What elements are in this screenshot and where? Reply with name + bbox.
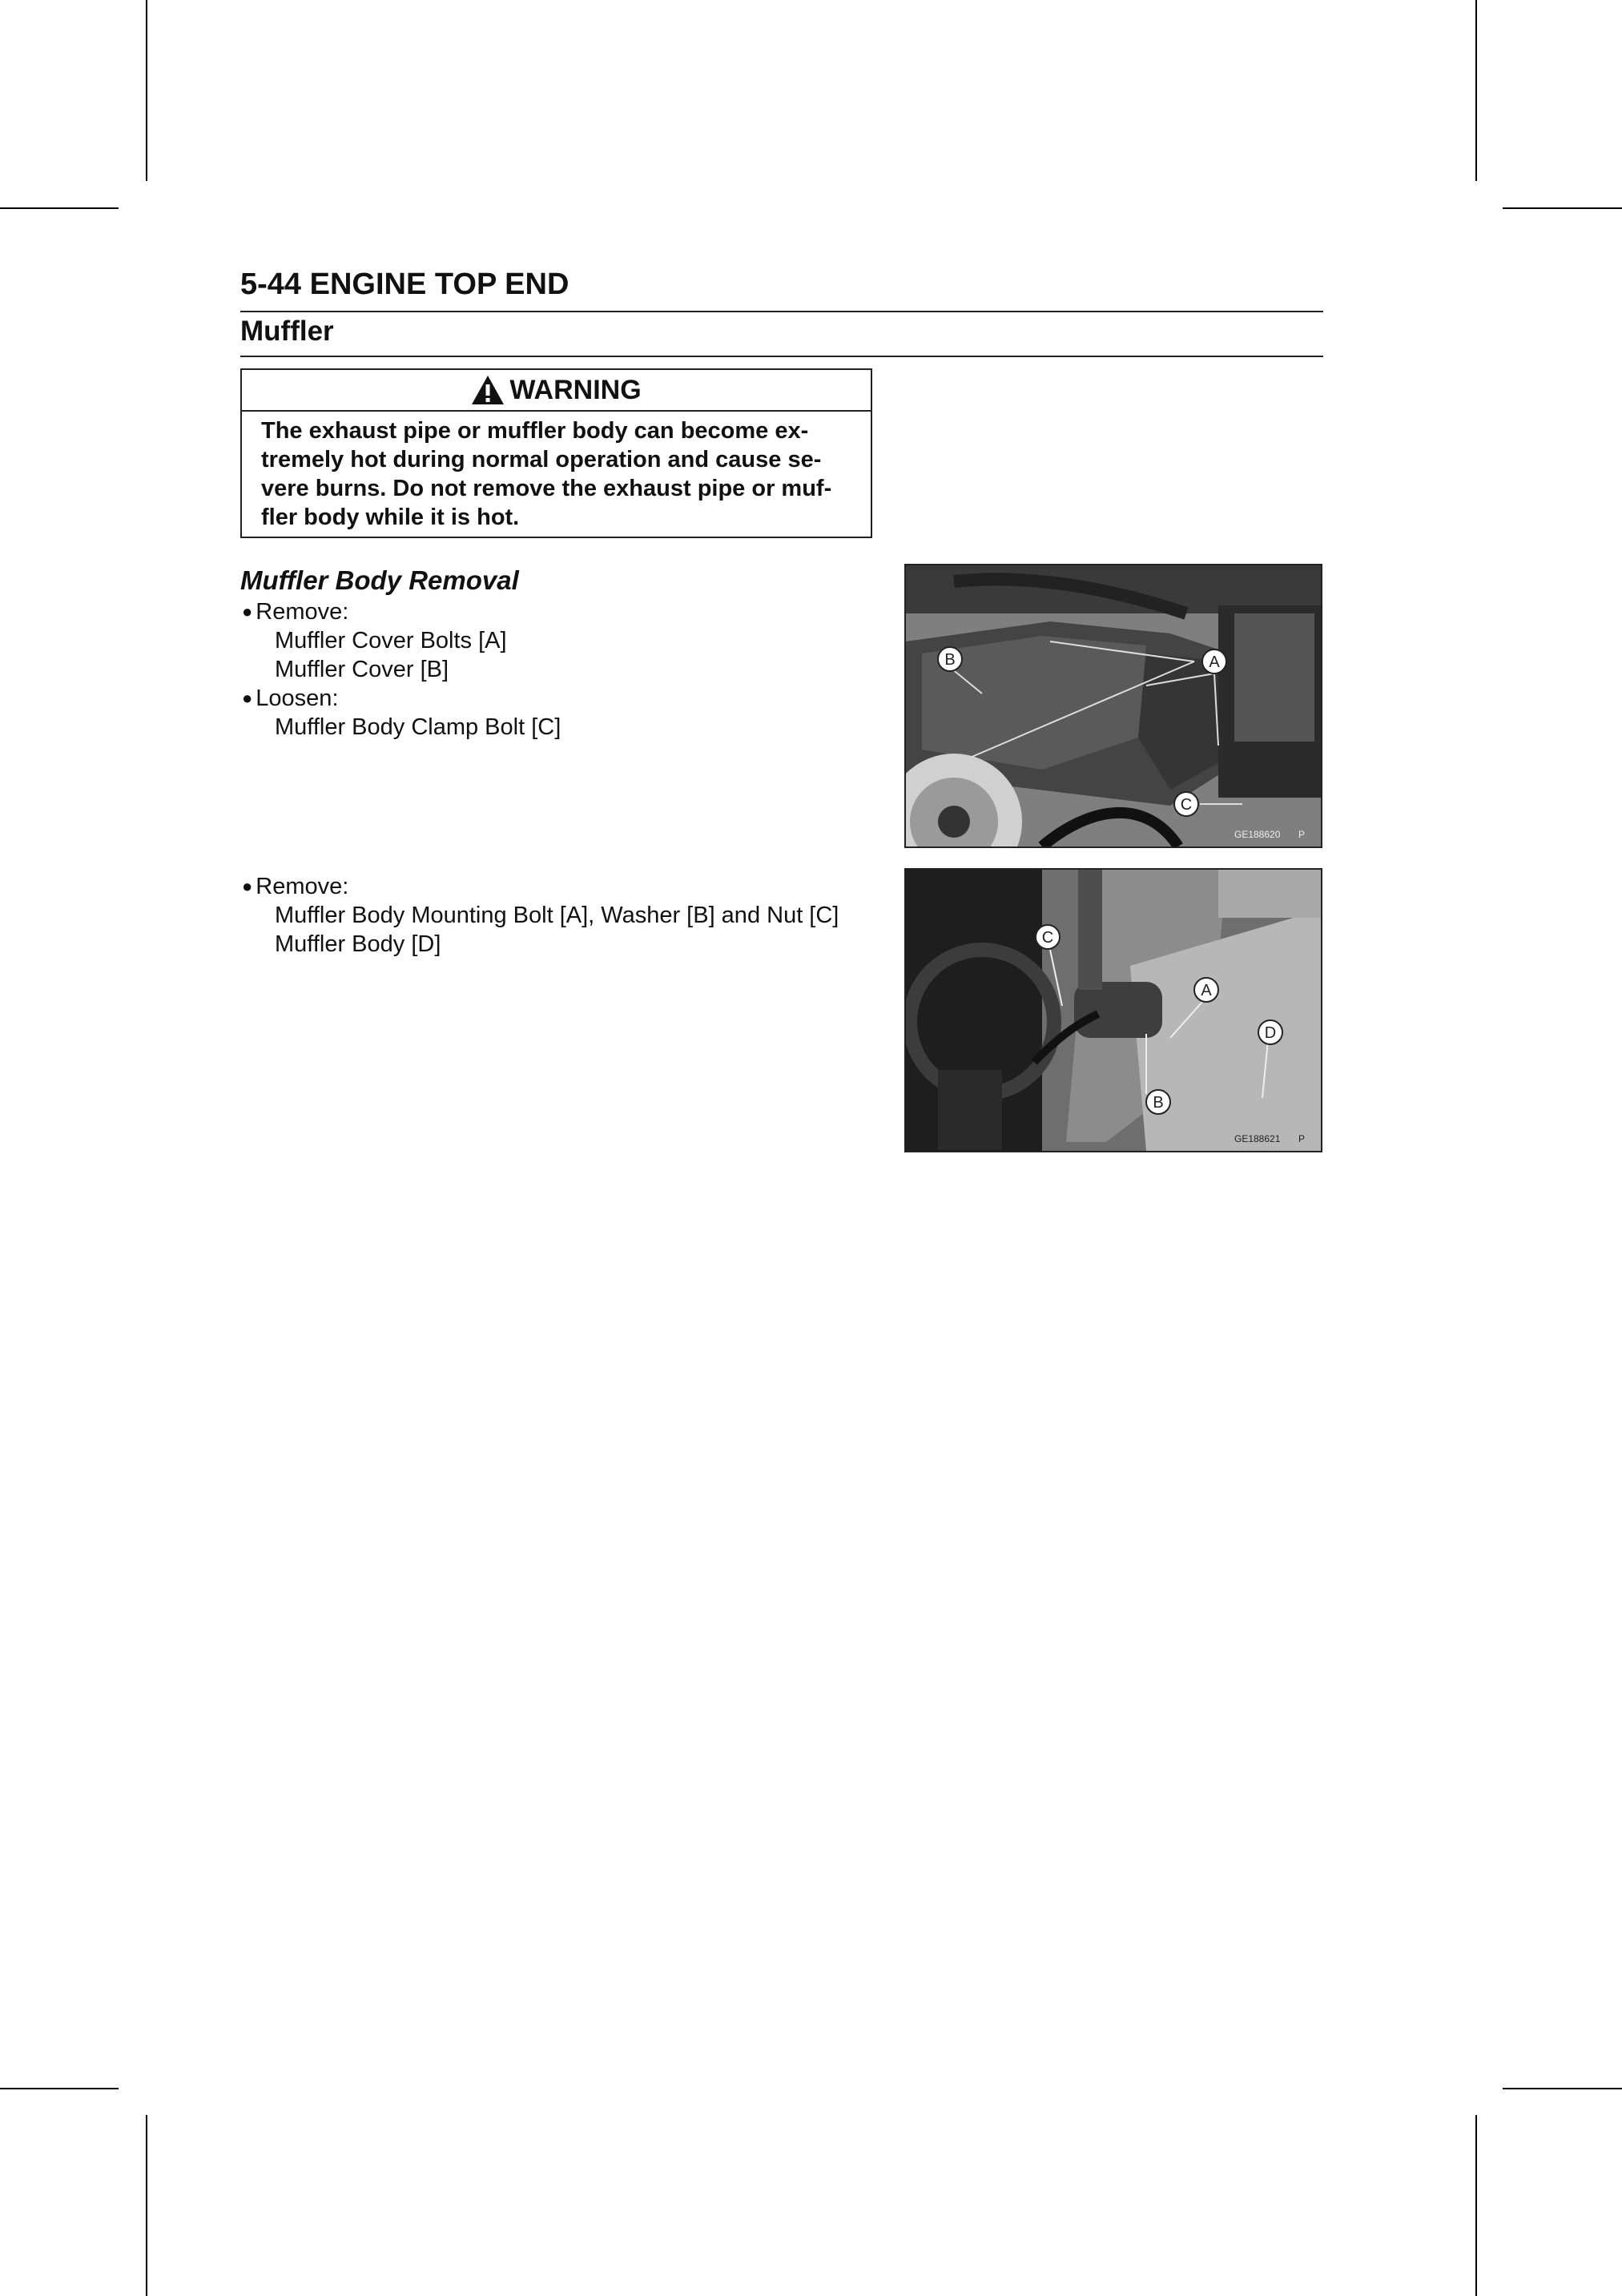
figure-muffler-body <box>904 868 1322 1152</box>
callout-d: D <box>1264 1024 1277 1042</box>
crop-mark <box>0 2088 119 2089</box>
step-action: ● Loosen: <box>242 686 339 711</box>
warning-line: tremely hot during normal operation and cause se- <box>261 447 822 472</box>
callout-c: C <box>1041 929 1054 947</box>
warning-text <box>242 412 871 532</box>
step-action: ● Remove: <box>242 874 349 899</box>
muffler-body-photo <box>906 870 1321 1151</box>
figure-code: GE188620 <box>1234 829 1281 840</box>
section-title: Muffler <box>240 316 334 347</box>
figure-suffix: P <box>1298 1133 1306 1144</box>
subsection-title: Muffler Body Removal <box>240 565 519 595</box>
step-item: Muffler Body Clamp Bolt [C] <box>275 714 561 740</box>
muffler-cover-photo <box>906 565 1321 846</box>
step-item: Muffler Cover Bolts [A] <box>275 628 507 653</box>
bullet-icon: ● <box>242 601 253 621</box>
page-header-title: 5-44 ENGINE TOP END <box>240 267 570 301</box>
warning-label: WARNING <box>509 375 642 405</box>
header-rule <box>240 311 1323 312</box>
callout-b: B <box>1153 1094 1164 1112</box>
warning-triangle-icon <box>471 375 505 405</box>
figure-suffix: P <box>1298 829 1306 840</box>
step-item: Muffler Body [D] <box>275 931 441 957</box>
warning-box <box>240 368 872 538</box>
warning-line: The exhaust pipe or muffler body can become ex- <box>261 418 809 444</box>
warning-line: fler body while it is hot. <box>261 505 520 530</box>
crop-mark <box>1503 2088 1622 2089</box>
callout-c: C <box>1180 796 1193 814</box>
crop-mark <box>1475 2115 1477 2296</box>
crop-mark <box>146 2115 147 2296</box>
figure-code: GE188621 <box>1234 1133 1281 1144</box>
callout-b: B <box>944 651 956 669</box>
warning-header <box>242 370 871 412</box>
step-item: Muffler Body Mounting Bolt [A], Washer [B] and Nut [C] <box>275 903 839 928</box>
bullet-icon: ● <box>242 688 253 708</box>
crop-mark <box>146 0 147 181</box>
crop-mark <box>1475 0 1477 181</box>
warning-line: vere burns. Do not remove the exhaust pipe or muf- <box>261 476 832 501</box>
crop-mark <box>1503 207 1622 209</box>
figure-muffler-cover <box>904 564 1322 848</box>
callout-a: A <box>1201 982 1212 999</box>
step-action: ● Remove: <box>242 599 349 625</box>
step-item: Muffler Cover [B] <box>275 657 449 682</box>
section-rule <box>240 356 1323 357</box>
callout-a: A <box>1209 653 1220 671</box>
bullet-icon: ● <box>242 876 253 896</box>
crop-mark <box>0 207 119 209</box>
